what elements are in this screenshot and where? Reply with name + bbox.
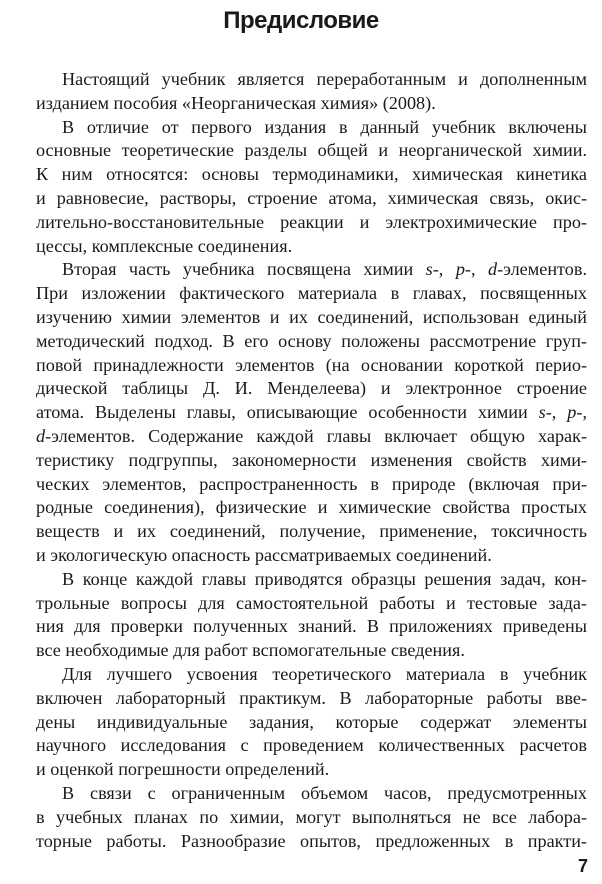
paragraph-1 <box>10 68 587 116</box>
text-line: повой принадлежности элементов (на основании короткой перио- <box>36 354 587 375</box>
page-heading: Предисловие <box>223 7 379 34</box>
text-line: изучению химии элементов и их соединений, использован единый <box>36 306 587 327</box>
text-line: лительно-восстановительные реакции и электрохимические про- <box>36 211 587 232</box>
text-line: включен лабораторный практикум. В лабораторные работы вве- <box>36 687 587 708</box>
paragraph-4 <box>10 568 587 663</box>
text-line: При изложении фактического материала в главах, посвященных <box>36 283 587 304</box>
body-text <box>10 68 587 853</box>
text-line: торные работы. Разнообразие опытов, предложенных в практи- <box>36 830 587 851</box>
text-line: цессы, комплексные соединения. <box>36 235 293 256</box>
text-line: и экологическую опасность рассматриваемых соединений. <box>36 544 492 565</box>
text-line: все необходимые для работ вспомогательные сведения. <box>36 640 465 661</box>
paragraph-2 <box>10 116 587 259</box>
text-line: дены индивидуальные задания, которые содержат элементы <box>36 711 587 732</box>
text-line: В отличие от первого издания в данный учебник включены <box>62 116 587 137</box>
text-line: трольные вопросы для самостоятельной работы и тестовые зада- <box>36 592 587 613</box>
paragraph-3 <box>10 258 587 567</box>
paragraph-5 <box>10 663 587 782</box>
text-line: В конце каждой главы приводятся образцы решения задач, кон- <box>62 568 587 589</box>
text-line: методический подход. В его основу положены рассмотрение груп- <box>36 330 587 351</box>
text-line: Настоящий учебник является переработанным и дополненным <box>62 69 587 89</box>
text-line: научного исследования с проведением количественных расчетов <box>36 735 587 756</box>
text-line: веществ и их соединений, получение, применение, токсичность <box>36 521 587 542</box>
text-line: Вторая часть учебника посвящена химии s-, p-, d-элементов. <box>62 259 587 280</box>
text-line: атома. Выделены главы, описывающие особенности химии s-, p-, <box>36 402 587 423</box>
text-line: и равновесие, растворы, строение атома, химическая связь, окис- <box>36 187 587 208</box>
text-line: в учебных планах по химии, могут выполняться не все лабора- <box>36 806 587 827</box>
text-line: дической таблицы Д. И. Менделеева) и электронное строение <box>36 378 587 399</box>
text-line: К ним относятся: основы термодинамики, химическая кинетика <box>36 164 587 185</box>
text-line: и оценкой погрешности определений. <box>36 759 330 780</box>
text-line: Для лучшего усвоения теоретического материала в учебник <box>62 663 587 684</box>
text-line: ческих элементов, распространенность в природе (включая при- <box>36 473 587 494</box>
paragraph-6 <box>10 782 587 853</box>
text-line: родные соединения), физические и химические свойства простых <box>36 497 587 518</box>
text-line: В связи с ограниченным объемом часов, предусмотренных <box>62 782 587 803</box>
text-line: d-элементов. Содержание каждой главы включает общую харак- <box>36 425 587 446</box>
text-line: основные теоретические разделы общей и неорганической химии. <box>36 140 587 161</box>
page-number: 7 <box>577 856 588 876</box>
text-line: теристику подгруппы, закономерности изменения свойств хими- <box>36 449 587 470</box>
text-line: изданием пособия «Неорганическая химия» (2008). <box>36 92 436 113</box>
text-line: ния для проверки полученных знаний. В приложениях приведены <box>36 616 587 637</box>
